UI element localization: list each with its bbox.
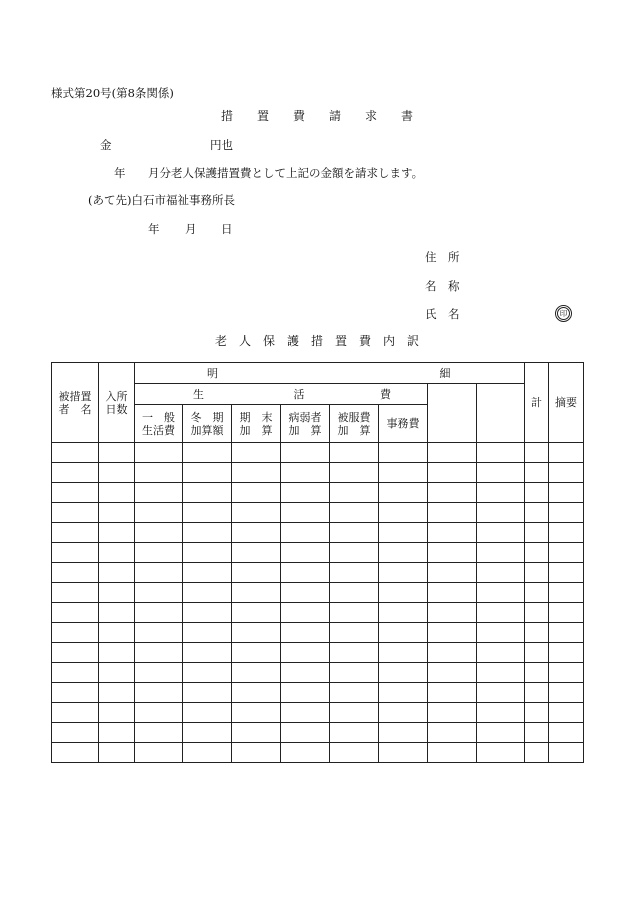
table-cell xyxy=(477,623,525,643)
table-cell xyxy=(525,543,549,563)
table-cell xyxy=(281,583,330,603)
table-row xyxy=(52,743,584,763)
table-cell xyxy=(232,583,281,603)
table-cell xyxy=(135,463,183,483)
table-cell xyxy=(52,723,99,743)
table-cell xyxy=(232,603,281,623)
table-cell xyxy=(330,443,379,463)
table-cell xyxy=(135,483,183,503)
table-cell xyxy=(183,543,232,563)
table-cell xyxy=(549,603,584,623)
amount-prefix: 金 xyxy=(100,138,112,152)
table-cell xyxy=(525,443,549,463)
table-cell xyxy=(549,543,584,563)
header-living-expenses: 生 活 費 xyxy=(135,384,428,405)
table-cell xyxy=(52,643,99,663)
table-cell xyxy=(428,583,477,603)
table-cell xyxy=(183,703,232,723)
table-row xyxy=(52,703,584,723)
table-cell xyxy=(281,663,330,683)
table-cell xyxy=(281,603,330,623)
table-cell xyxy=(183,683,232,703)
table-cell xyxy=(330,663,379,683)
addressee: (あて先)白石市福祉事務所長 xyxy=(88,193,235,207)
table-cell xyxy=(232,723,281,743)
table-cell xyxy=(379,443,428,463)
table-row xyxy=(52,483,584,503)
table-cell xyxy=(549,523,584,543)
table-cell xyxy=(330,583,379,603)
table-cell xyxy=(477,543,525,563)
col-office-expenses: 事務費 xyxy=(379,405,428,443)
table-cell xyxy=(232,683,281,703)
table-cell xyxy=(52,583,99,603)
table-cell xyxy=(477,483,525,503)
amount-suffix: 円也 xyxy=(210,138,233,152)
table-cell xyxy=(281,623,330,643)
col-sick-addition: 病弱者 加 算 xyxy=(281,405,330,443)
table-cell xyxy=(183,443,232,463)
table-cell xyxy=(549,743,584,763)
table-cell xyxy=(135,603,183,623)
table-cell xyxy=(135,663,183,683)
table-cell xyxy=(183,623,232,643)
table-cell xyxy=(281,483,330,503)
table-cell xyxy=(379,463,428,483)
table-cell xyxy=(330,603,379,623)
table-cell xyxy=(52,743,99,763)
table-cell xyxy=(428,683,477,703)
header-blank-2 xyxy=(477,384,525,443)
table-cell xyxy=(330,523,379,543)
table-cell xyxy=(549,463,584,483)
table-row xyxy=(52,723,584,743)
table-cell xyxy=(330,643,379,663)
table-cell xyxy=(379,503,428,523)
table-row xyxy=(52,623,584,643)
header-total: 計 xyxy=(525,363,549,443)
table-cell xyxy=(477,443,525,463)
table-cell xyxy=(525,623,549,643)
company-name-label: 名 称 xyxy=(425,279,460,293)
table-cell xyxy=(477,563,525,583)
table-cell xyxy=(379,623,428,643)
table-cell xyxy=(99,583,135,603)
header-beneficiary: 被措置 者 名 xyxy=(52,363,99,443)
table-cell xyxy=(428,503,477,523)
table-cell xyxy=(477,723,525,743)
table-cell xyxy=(525,643,549,663)
table-row xyxy=(52,603,584,623)
header-days: 入所 日数 xyxy=(99,363,135,443)
col-general-living: 一 般 生活費 xyxy=(135,405,183,443)
breakdown-title: 老 人 保 護 措 置 費 内 訳 xyxy=(215,334,420,348)
table-cell xyxy=(330,683,379,703)
table-cell xyxy=(428,743,477,763)
table-cell xyxy=(99,543,135,563)
table-cell xyxy=(549,683,584,703)
table-cell xyxy=(525,463,549,483)
table-cell xyxy=(379,663,428,683)
table-cell xyxy=(428,523,477,543)
table-cell xyxy=(525,723,549,743)
table-cell xyxy=(330,543,379,563)
table-cell xyxy=(281,723,330,743)
table-cell xyxy=(549,623,584,643)
table-cell xyxy=(135,683,183,703)
table-cell xyxy=(525,603,549,623)
table-cell xyxy=(477,503,525,523)
table-cell xyxy=(379,723,428,743)
table-cell xyxy=(281,703,330,723)
table-cell xyxy=(549,443,584,463)
col-winter-addition: 冬 期 加算額 xyxy=(183,405,232,443)
table-cell xyxy=(330,623,379,643)
table-cell xyxy=(477,523,525,543)
table-cell xyxy=(428,563,477,583)
table-row xyxy=(52,583,584,603)
table-cell xyxy=(52,543,99,563)
table-cell xyxy=(525,583,549,603)
table-cell xyxy=(477,463,525,483)
table-cell xyxy=(525,523,549,543)
table-cell xyxy=(135,523,183,543)
table-cell xyxy=(52,683,99,703)
person-name-label: 氏 名 xyxy=(425,307,460,321)
table-cell xyxy=(99,663,135,683)
table-cell xyxy=(477,603,525,623)
table-cell xyxy=(379,743,428,763)
table-cell xyxy=(52,603,99,623)
table-cell xyxy=(525,703,549,723)
table-cell xyxy=(52,443,99,463)
table-cell xyxy=(183,603,232,623)
table-cell xyxy=(330,723,379,743)
table-cell xyxy=(183,523,232,543)
table-cell xyxy=(232,563,281,583)
request-statement: 月分老人保護措置費として上記の金額を請求します。 xyxy=(148,166,424,180)
table-cell xyxy=(549,503,584,523)
table-cell xyxy=(281,463,330,483)
table-cell xyxy=(99,683,135,703)
table-cell xyxy=(428,603,477,623)
table-cell xyxy=(99,743,135,763)
table-cell xyxy=(525,483,549,503)
table-cell xyxy=(99,723,135,743)
table-cell xyxy=(477,703,525,723)
table-cell xyxy=(549,583,584,603)
table-cell xyxy=(379,523,428,543)
table-cell xyxy=(183,723,232,743)
table-cell xyxy=(428,663,477,683)
table-cell xyxy=(232,643,281,663)
table-cell xyxy=(477,583,525,603)
col-clothing-addition: 被服費 加 算 xyxy=(330,405,379,443)
table-cell xyxy=(428,723,477,743)
table-cell xyxy=(281,503,330,523)
table-cell xyxy=(99,463,135,483)
table-cell xyxy=(99,503,135,523)
table-cell xyxy=(135,583,183,603)
table-cell xyxy=(330,483,379,503)
table-cell xyxy=(232,743,281,763)
seal-mark xyxy=(555,305,572,322)
table-row xyxy=(52,443,584,463)
table-row xyxy=(52,663,584,683)
table-cell xyxy=(477,743,525,763)
table-cell xyxy=(52,523,99,543)
table-cell xyxy=(183,503,232,523)
table-cell xyxy=(525,683,549,703)
header-remarks: 摘要 xyxy=(549,363,584,443)
table-cell xyxy=(379,583,428,603)
table-cell xyxy=(135,723,183,743)
table-cell xyxy=(99,443,135,463)
table-cell xyxy=(379,643,428,663)
table-cell xyxy=(232,443,281,463)
document-title: 措 置 費 請 求 書 xyxy=(221,109,414,123)
table-cell xyxy=(379,563,428,583)
table-cell xyxy=(232,623,281,643)
table-cell xyxy=(135,643,183,663)
table-cell xyxy=(379,603,428,623)
table-cell xyxy=(281,523,330,543)
table-cell xyxy=(99,523,135,543)
table-cell xyxy=(428,703,477,723)
seal-text: 印 xyxy=(557,307,570,320)
form-number: 様式第20号(第8条関係) xyxy=(51,86,174,100)
table-cell xyxy=(183,743,232,763)
table-cell xyxy=(549,723,584,743)
table-cell xyxy=(428,443,477,463)
table-cell xyxy=(477,683,525,703)
table-cell xyxy=(525,743,549,763)
table-cell xyxy=(281,743,330,763)
table-cell xyxy=(99,483,135,503)
table-cell xyxy=(135,703,183,723)
table-cell xyxy=(183,483,232,503)
table-cell xyxy=(281,443,330,463)
table-cell xyxy=(428,483,477,503)
table-cell xyxy=(99,703,135,723)
table-cell xyxy=(52,503,99,523)
table-cell xyxy=(281,543,330,563)
table-cell xyxy=(183,583,232,603)
table-cell xyxy=(549,643,584,663)
date-year: 年 xyxy=(148,222,160,236)
table-cell xyxy=(52,703,99,723)
table-cell xyxy=(330,703,379,723)
table-cell xyxy=(281,563,330,583)
col-yearend-addition: 期 末 加 算 xyxy=(232,405,281,443)
table-cell xyxy=(183,563,232,583)
table-cell xyxy=(135,563,183,583)
table-cell xyxy=(99,603,135,623)
table-cell xyxy=(99,643,135,663)
table-cell xyxy=(183,663,232,683)
table-cell xyxy=(281,683,330,703)
table-cell xyxy=(428,543,477,563)
table-row xyxy=(52,543,584,563)
table-cell xyxy=(183,463,232,483)
table-cell xyxy=(379,703,428,723)
table-cell xyxy=(183,643,232,663)
table-row xyxy=(52,523,584,543)
table-cell xyxy=(330,463,379,483)
table-cell xyxy=(549,663,584,683)
table-cell xyxy=(477,643,525,663)
table-cell xyxy=(52,483,99,503)
table-cell xyxy=(525,563,549,583)
table-cell xyxy=(99,623,135,643)
table-cell xyxy=(477,663,525,683)
table-cell xyxy=(232,543,281,563)
table-cell xyxy=(52,563,99,583)
table-cell xyxy=(549,703,584,723)
table-cell xyxy=(232,523,281,543)
table-cell xyxy=(232,483,281,503)
table-cell xyxy=(330,503,379,523)
table-cell xyxy=(232,503,281,523)
table-cell xyxy=(99,563,135,583)
address-label: 住 所 xyxy=(425,250,460,264)
table-cell xyxy=(135,623,183,643)
request-year: 年 xyxy=(114,166,126,180)
table-cell xyxy=(135,503,183,523)
table-row xyxy=(52,463,584,483)
table-cell xyxy=(379,683,428,703)
table-cell xyxy=(52,623,99,643)
table-row xyxy=(52,503,584,523)
table-cell xyxy=(428,463,477,483)
table-cell xyxy=(281,643,330,663)
table-cell xyxy=(232,463,281,483)
table-cell xyxy=(428,643,477,663)
table-cell xyxy=(525,503,549,523)
table-cell xyxy=(232,663,281,683)
table-cell xyxy=(379,483,428,503)
table-cell xyxy=(379,543,428,563)
table-cell xyxy=(525,663,549,683)
header-blank-1 xyxy=(428,384,477,443)
table-row xyxy=(52,683,584,703)
header-detail: 明 細 xyxy=(135,363,525,384)
table-cell xyxy=(52,463,99,483)
table-cell xyxy=(549,563,584,583)
table-cell xyxy=(428,623,477,643)
table-cell xyxy=(232,703,281,723)
date-month: 月 xyxy=(185,222,197,236)
table-cell xyxy=(549,483,584,503)
table-cell xyxy=(135,443,183,463)
date-day: 日 xyxy=(221,222,233,236)
table-cell xyxy=(330,743,379,763)
breakdown-table xyxy=(51,362,584,763)
table-cell xyxy=(135,543,183,563)
table-cell xyxy=(135,743,183,763)
table-row xyxy=(52,643,584,663)
table-cell xyxy=(52,663,99,683)
table-cell xyxy=(330,563,379,583)
table-row xyxy=(52,563,584,583)
